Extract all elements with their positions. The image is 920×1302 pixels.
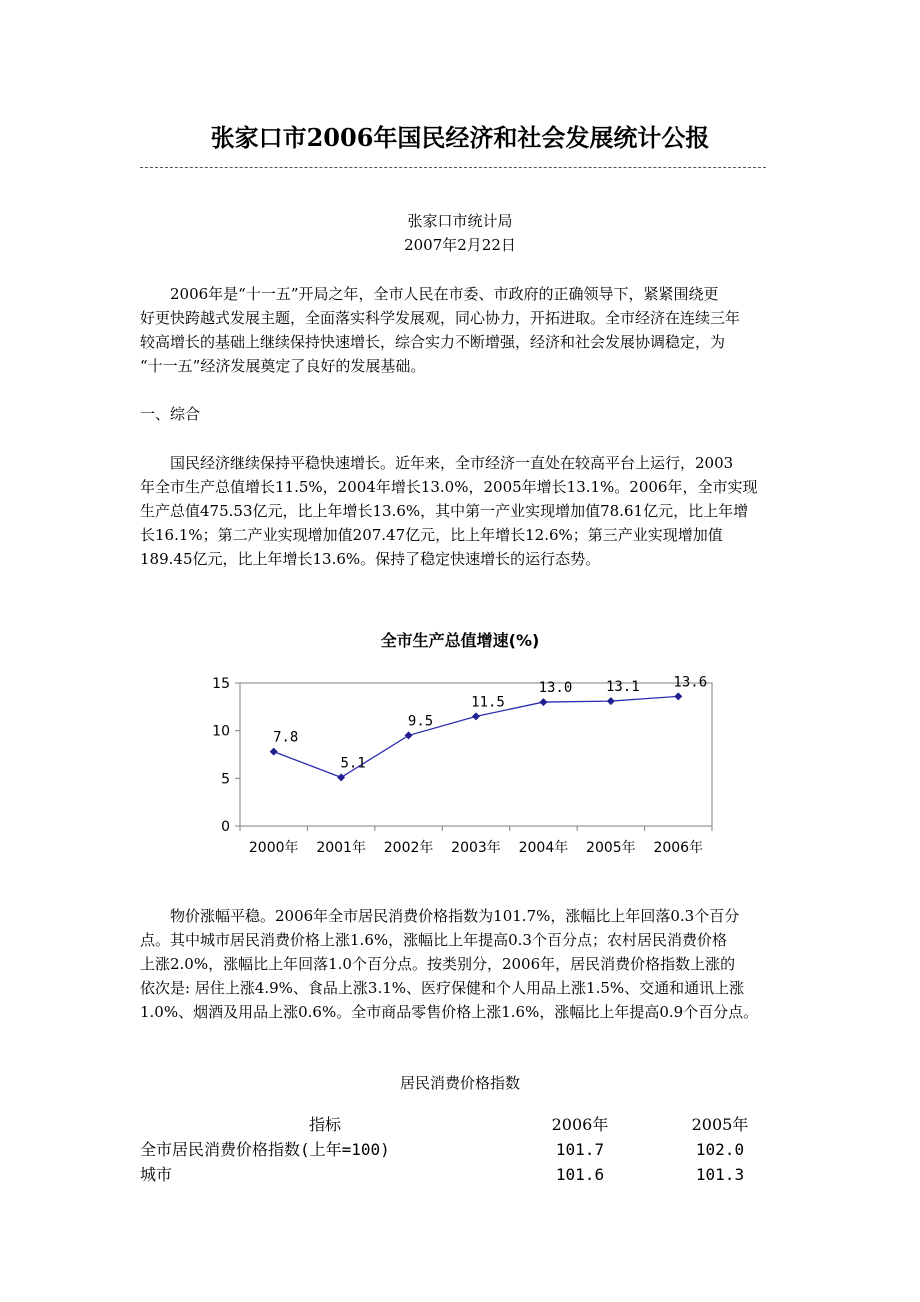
- row-label: 全市居民消费价格指数(上年=100): [140, 1140, 390, 1159]
- gdp-line: 年全市生产总值增长11.5%，2004年增长13.0%，2005年增长13.1%。2006年，全市实现: [140, 478, 758, 496]
- cpi-line: 物价涨幅平稳。2006年全市居民消费价格指数为101.7%，涨幅比上年回落0.3个百分: [170, 907, 740, 925]
- data-label: 13.6: [673, 674, 708, 691]
- gdp-line: 长16.1%；第二产业实现增加值207.47亿元，比上年增长12.6%；第三产业实现增加值: [140, 526, 723, 544]
- x-tick-label: 2005年: [586, 840, 636, 856]
- data-label: 9.5: [407, 713, 434, 730]
- document-date: 2007年2月22日: [404, 236, 516, 254]
- header-2006: 2006年: [551, 1115, 609, 1134]
- x-tick-label: 2000年: [248, 840, 299, 856]
- table-caption: 居民消费价格指数: [399, 1074, 520, 1092]
- data-label: 13.0: [538, 680, 573, 697]
- section-heading: 一、综合: [140, 405, 201, 423]
- y-tick-label: 10: [212, 723, 230, 740]
- gdp-growth-chart: [190, 660, 730, 870]
- cpi-line: 依次是: 居住上涨4.9%、食品上涨3.1%、医疗保健和个人用品上涨1.5%、交通和通讯上涨: [140, 979, 745, 997]
- x-tick-label: 2001年: [316, 840, 366, 856]
- document-author: 张家口市统计局: [407, 212, 513, 230]
- x-tick-label: 2004年: [518, 840, 569, 856]
- gdp-line: 生产总值475.53亿元，比上年增长13.6%，其中第一产业实现增加值78.61亿元，比上年增: [140, 502, 749, 520]
- intro-line: 2006年是“十一五”开局之年，全市人民在市委、市政府的正确领导下，紧紧围绕更: [170, 285, 719, 303]
- y-tick-label: 5: [221, 771, 230, 788]
- row-label: 城市: [140, 1165, 173, 1184]
- y-tick-label: 15: [212, 676, 230, 692]
- title-divider: [140, 167, 766, 168]
- header-indicator: 指标: [308, 1115, 341, 1134]
- gdp-paragraph: [140, 451, 780, 571]
- row-value-2006: 101.7: [555, 1140, 605, 1159]
- table-row: [140, 1137, 780, 1162]
- intro-line: “十一五”经济发展奠定了良好的发展基础。: [140, 357, 426, 375]
- document-title: 张家口市2006年国民经济和社会发展统计公报: [210, 123, 710, 152]
- data-label: 7.8: [273, 729, 299, 746]
- x-tick-label: 2006年: [653, 840, 704, 856]
- header-2005: 2005年: [691, 1115, 749, 1134]
- row-value-2006: 101.6: [555, 1165, 605, 1184]
- data-label: 13.1: [605, 679, 640, 696]
- gdp-line: 国民经济继续保持平稳快速增长。近年来，全市经济一直处在较高平台上运行，2003: [170, 454, 734, 472]
- row-value-2005: 101.3: [695, 1165, 745, 1184]
- table-header-row: [140, 1112, 780, 1137]
- x-axis: [240, 826, 712, 856]
- cpi-line: 点。其中城市居民消费价格上涨1.6%，涨幅比上年提高0.3个百分点；农村居民消费价格: [140, 931, 727, 949]
- x-tick-label: 2002年: [383, 840, 434, 856]
- data-label: 5.1: [340, 755, 366, 772]
- intro-line: 较高增长的基础上继续保持快速增长，综合实力不断增强，经济和社会发展协调稳定，为: [140, 333, 726, 351]
- intro-line: 好更快跨越式发展主题，全面落实科学发展观，同心协力，开拓进取。全市经济在连续三年: [140, 309, 741, 327]
- cpi-line: 1.0%、烟酒及用品上涨0.6%。全市商品零售价格上涨1.6%，涨幅比上年提高0.9个百分点。: [140, 1003, 759, 1021]
- y-axis: [212, 676, 240, 835]
- gdp-line: 189.45亿元，比上年增长13.6%。保持了稳定快速增长的运行态势。: [140, 550, 601, 568]
- cpi-line: 上涨2.0%，涨幅比上年回落1.0个百分点。按类别分，2006年，居民消费价格指数上涨的: [140, 955, 736, 973]
- x-tick-label: 2003年: [451, 840, 501, 856]
- cpi-table: [140, 1112, 780, 1187]
- y-tick-label: 0: [221, 819, 230, 835]
- intro-paragraph: [140, 282, 780, 378]
- table-row: [140, 1162, 780, 1187]
- cpi-paragraph: [140, 904, 780, 1024]
- chart-title: 全市生产总值增速(%): [380, 631, 540, 650]
- row-value-2005: 102.0: [695, 1140, 745, 1159]
- data-label: 11.5: [471, 694, 505, 711]
